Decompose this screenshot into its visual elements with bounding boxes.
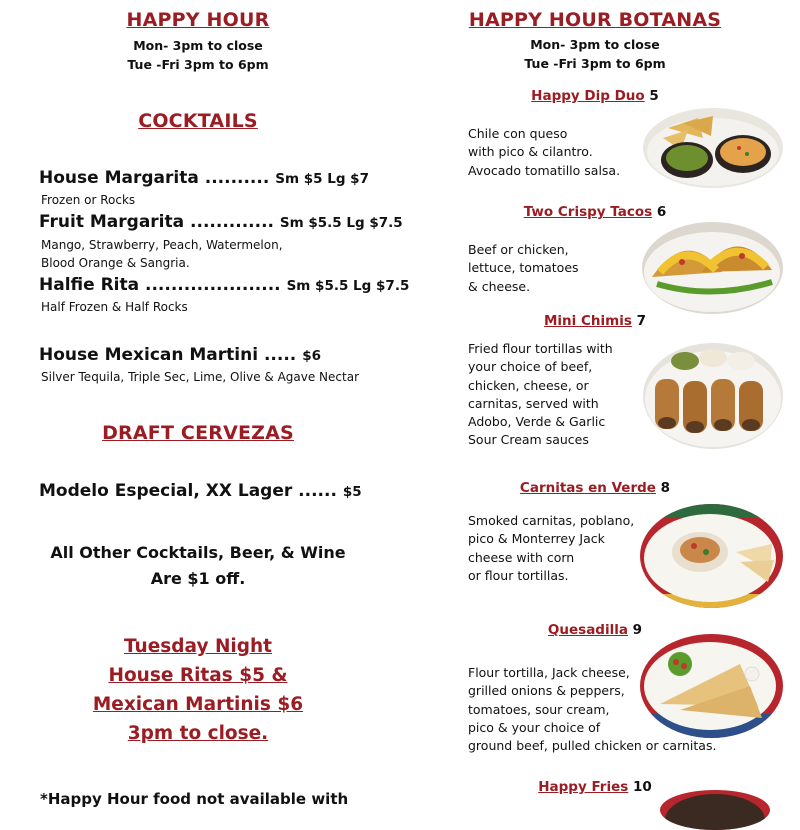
desc-line: Beef or chicken, [468, 242, 569, 257]
footer-note-partial: *Happy Hour food not available with [40, 790, 349, 808]
botana-price: 7 [636, 313, 646, 329]
item-description: Silver Tequila, Triple Sec, Lime, Olive & Agave Nectar [41, 370, 360, 384]
mini-chimis-photo [643, 343, 783, 449]
desc-line: Smoked carnitas, poblano, [468, 513, 635, 528]
hours-line-1: Mon- 3pm to close [530, 37, 660, 52]
botana-name: Mini Chimis [544, 313, 632, 329]
item-dots: ..... [258, 345, 303, 365]
item-dots: ..................... [139, 275, 287, 295]
discount-line-2: Are $1 off. [150, 569, 246, 588]
botanas-heading: HAPPY HOUR BOTANAS [468, 9, 722, 31]
botana-price: 8 [660, 480, 671, 496]
promo-line-4: 3pm to close. [127, 723, 269, 744]
desc-line: with pico & cilantro. [468, 144, 593, 160]
quesadilla-photo [640, 634, 783, 738]
menu-item-modelo [39, 481, 362, 501]
chips-and-dips-photo [643, 108, 783, 188]
happy-fries-photo [660, 790, 770, 830]
desc-line: carnitas, served with [468, 395, 599, 411]
desc-line: lettuce, tomatoes [468, 260, 579, 276]
item-dots: ...... [292, 481, 343, 501]
botana-name: Happy Dip Duo [531, 88, 645, 104]
botana-price: 9 [632, 622, 643, 638]
menu-item-fruit-margarita [39, 212, 403, 232]
item-dots: .......... [198, 168, 276, 188]
draft-cervezas-heading: DRAFT CERVEZAS [102, 422, 294, 444]
desc-line: cheese with corn [468, 549, 575, 565]
desc-line: ground beef, pulled chicken or carnitas. [468, 738, 717, 754]
botana-name: Happy Fries [538, 779, 629, 795]
botana-price: 6 [656, 204, 667, 220]
item-description [41, 236, 283, 272]
desc-line: Fried flour tortillas with [468, 341, 613, 356]
botana-name: Quesadilla [547, 622, 628, 638]
botana-name: Two Crispy Tacos [523, 204, 653, 220]
desc-line: Sour Cream sauces [468, 432, 589, 448]
botana-name: Carnitas en Verde [519, 480, 656, 496]
item-description: Half Frozen & Half Rocks [41, 300, 188, 314]
promo-line-2: House Ritas $5 & [108, 665, 288, 686]
desc-line: grilled onions & peppers, [468, 683, 625, 699]
item-name: House Mexican Martini [39, 345, 259, 365]
promo-line-3: Mexican Martinis $6 [92, 694, 304, 715]
desc-line: or flour tortillas. [468, 567, 569, 583]
botana-description [468, 125, 620, 180]
desc-line: your choice of beef, [468, 359, 593, 375]
hours-line-1: Mon- 3pm to close [133, 38, 263, 53]
desc-line: Chile con queso [468, 126, 568, 141]
botana-description [468, 241, 579, 296]
menu-item-house-mexican-martini [39, 345, 321, 365]
item-dots: ............. [184, 212, 280, 232]
carnitas-verde-photo [640, 504, 783, 608]
item-price: Sm $5.5 Lg $7.5 [279, 215, 403, 231]
botana-description [468, 340, 613, 450]
desc-line: Avocado tomatillo salsa. [468, 162, 621, 178]
desc-line: pico & Monterrey Jack [468, 531, 605, 547]
happy-hour-hours [98, 36, 298, 74]
botana-price: 5 [649, 88, 659, 104]
botana-title-two-crispy-tacos [445, 204, 745, 220]
item-price: $6 [302, 348, 321, 364]
desc-line: pico & your choice of [468, 719, 601, 735]
item-name: Halfie Rita [39, 275, 140, 295]
item-description: Frozen or Rocks [41, 193, 136, 207]
item-name: Fruit Margarita [39, 212, 185, 232]
desc-line: Adobo, Verde & Garlic [468, 414, 606, 430]
hours-line-2: Tue -Fri 3pm to 6pm [524, 56, 666, 71]
item-name: Modelo Especial, XX Lager [39, 481, 293, 501]
desc-line: Blood Orange & Sangria. [41, 256, 190, 270]
promo-line-1: Tuesday Night [123, 636, 273, 657]
desc-line: Flour tortilla, Jack cheese, [468, 665, 630, 680]
discount-line-1: All Other Cocktails, Beer, & Wine [50, 543, 346, 562]
botana-title-carnitas-en-verde [445, 480, 745, 496]
item-price: Sm $5.5 Lg $7.5 [286, 278, 410, 294]
botanas-hours [445, 35, 745, 73]
happy-hour-heading: HAPPY HOUR [126, 9, 270, 31]
item-name: House Margarita [39, 168, 199, 188]
botana-title-mini-chimis [445, 313, 745, 329]
botana-title-happy-dip-duo [445, 88, 745, 104]
tuesday-promo [48, 632, 348, 748]
botana-description [468, 512, 634, 585]
crispy-tacos-photo [642, 222, 783, 314]
botana-price: 10 [632, 779, 652, 795]
desc-line: & cheese. [468, 278, 531, 294]
menu-item-halfie-rita [39, 275, 409, 295]
hours-line-2: Tue -Fri 3pm to 6pm [127, 57, 269, 72]
item-price: Sm $5 Lg $7 [275, 171, 369, 187]
desc-line: chicken, cheese, or [468, 377, 589, 393]
discount-note [48, 540, 348, 592]
menu-item-house-margarita [39, 168, 369, 188]
item-price: $5 [342, 484, 362, 500]
desc-line: Mango, Strawberry, Peach, Watermelon, [41, 238, 283, 252]
desc-line: tomatoes, sour cream, [468, 701, 610, 717]
cocktails-heading: COCKTAILS [138, 110, 258, 132]
